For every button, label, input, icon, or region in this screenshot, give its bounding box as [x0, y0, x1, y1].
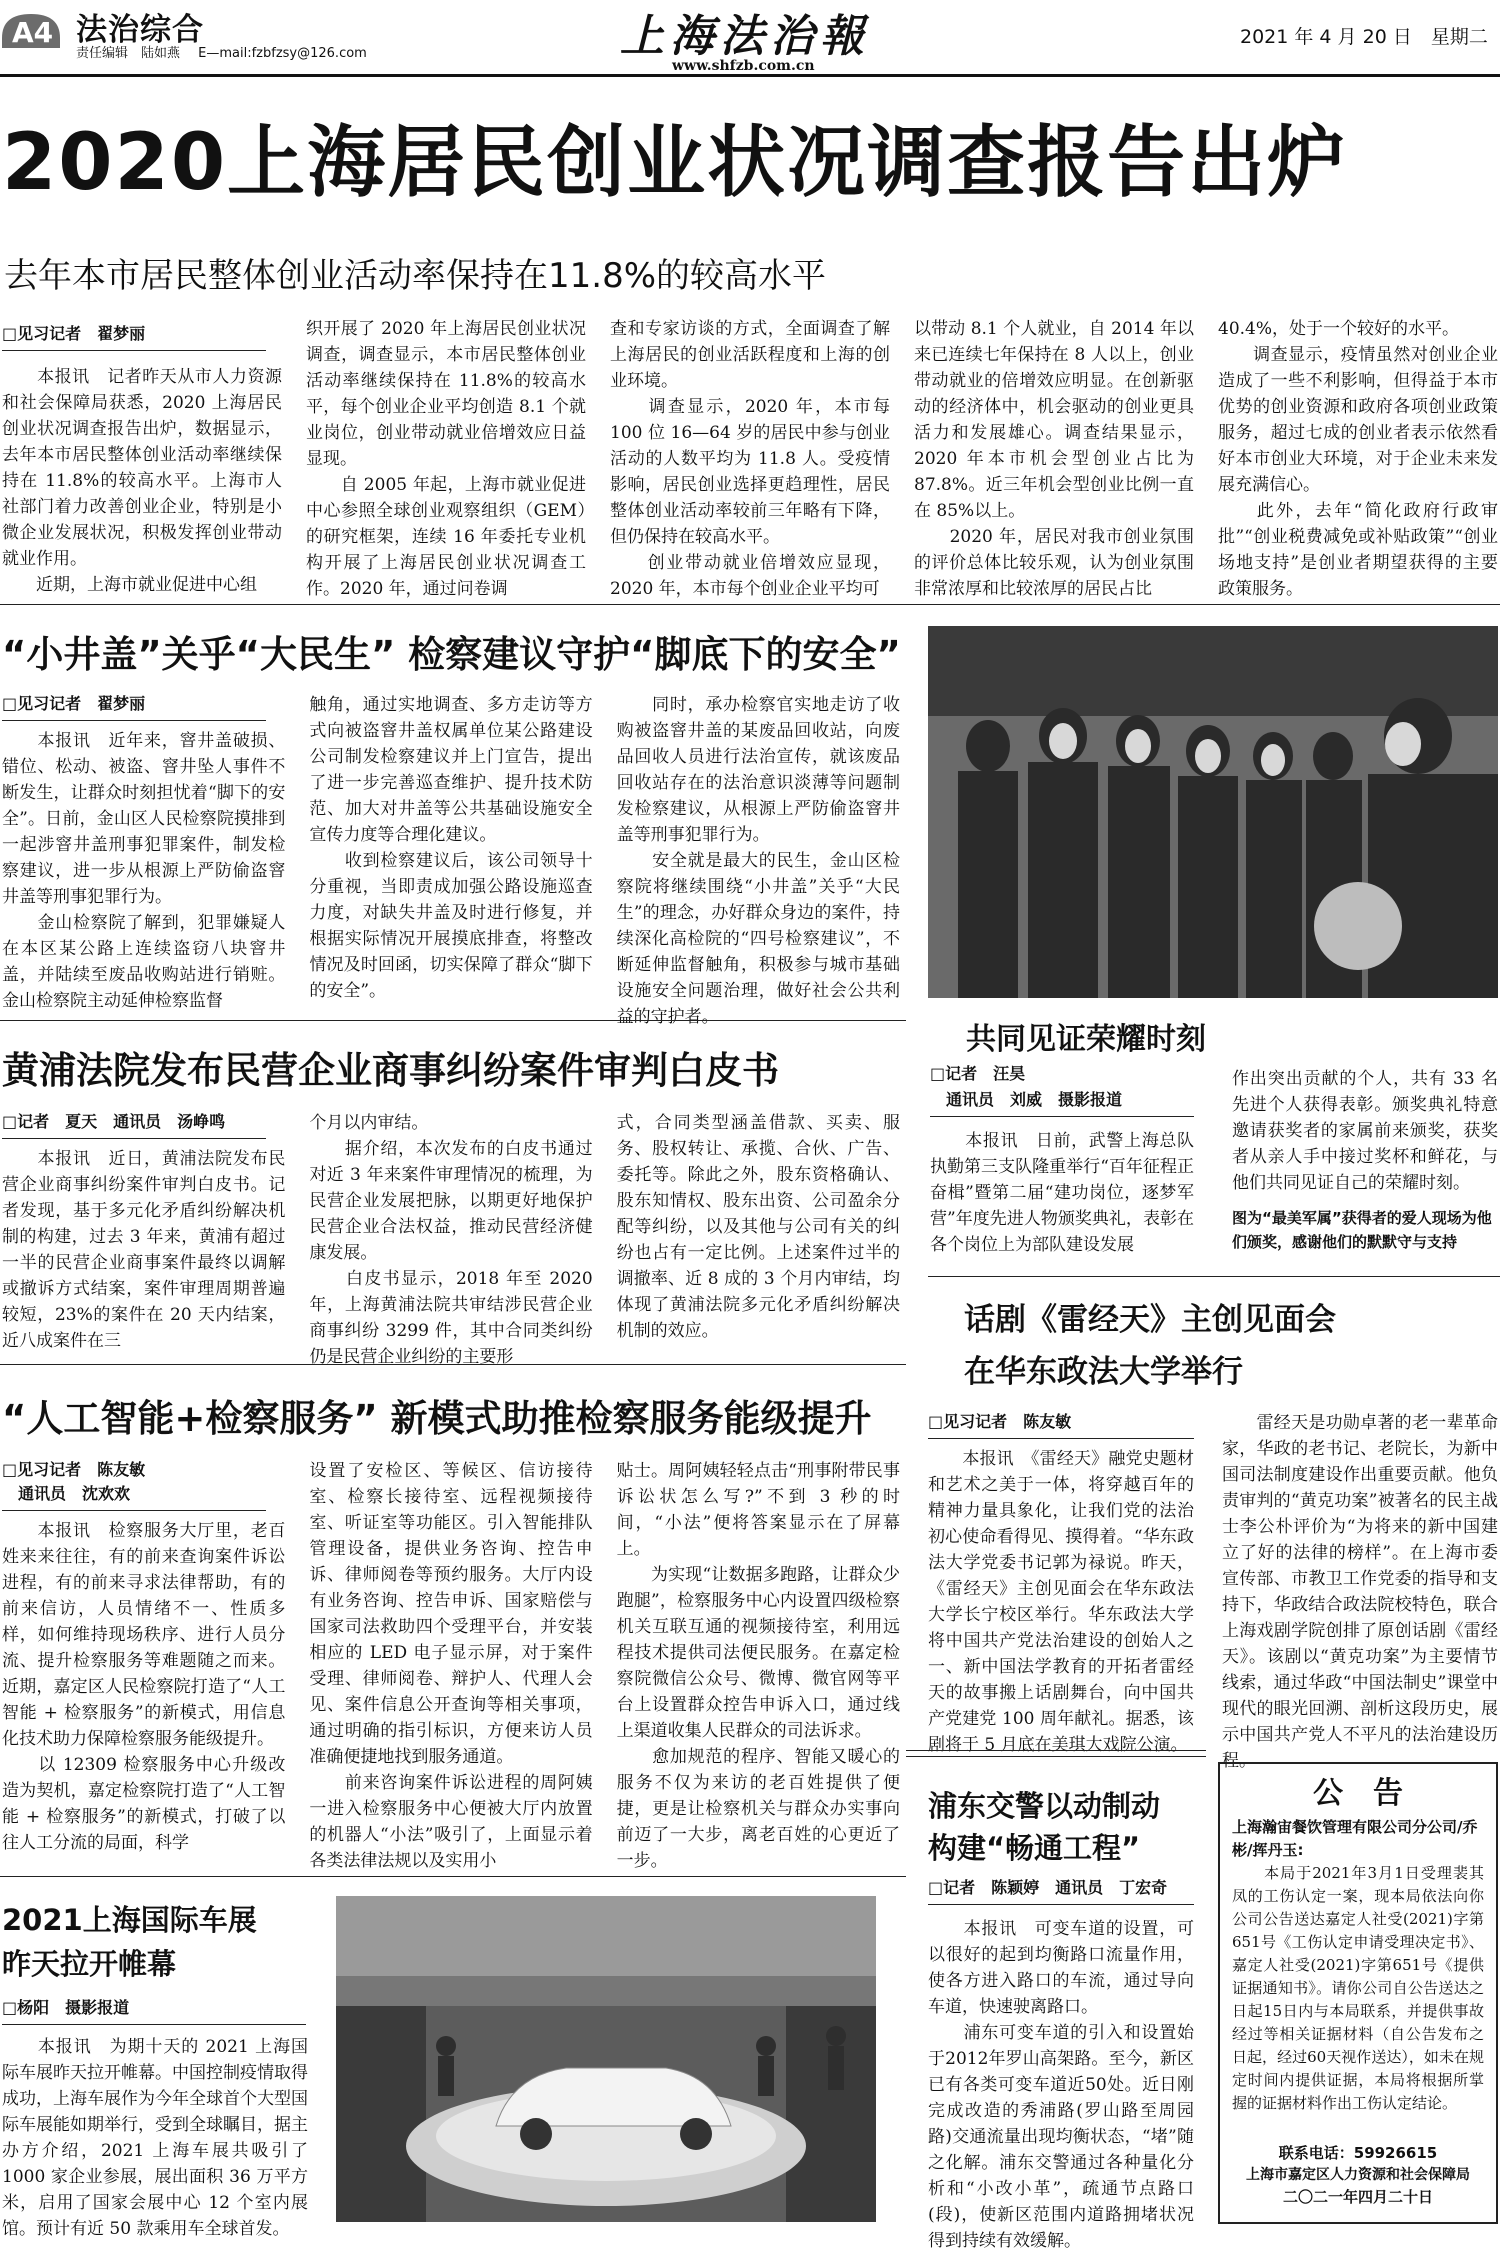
lead-byline-rule [2, 350, 266, 351]
auto-show-photo [336, 1896, 876, 2222]
lead-col-5: 40.4%，处于一个较好的水平。 调查显示，疫情虽然对创业企业造成了一些不利影响，但得益于本市优势的创业资源和政府各项创业政策服务，超过七成的创业者表示依然看好本市创业大环境，对于企业未来发展充满信心。 此外，去年“简化政府行政审批”“创业税费减免或补贴政策”“创业场地支持”是创业者期望获得的主要政策服务。 [1218, 319, 1498, 599]
lead-col-1: 本报讯 记者昨天从市人力资源和社会保障局获悉，2020 上海居民创业状况调查报告出炉，数据显示，去年本市居民整体创业活动率继续保持在 11.8%的较高水平。上海市人社部门着力改善创业企业，特别是小微企业发展状况，积极发挥创业带动就业作用。 近期，上海市就业促进中心组 [2, 367, 282, 595]
glory-byline-rule [930, 1116, 1194, 1117]
huangpu-col-2: 个月以内审结。 据介绍，本次发布的白皮书通过对近 3 年来案件审理情况的梳理，为民营企业发展把脉，以期更好地保护民营企业合法权益，推动民营经济健康发展。 白皮书显示，2018 年至 2020 年，上海黄浦法院共审结涉民营企业商事纠纷 3299 件，其中合同类纠纷仍是民营企业纠纷的主要形 [309, 1113, 593, 1367]
ai-byline-2: 通讯员 沈欢欢 [18, 1484, 131, 1503]
ai-col-1: 本报讯 检察服务大厅里，老百姓来来往往，有的前来查询案件诉讼进程，有的前来寻求法律帮助，有的前来信访，人员情绪不一、性质多样，如何维持现场秩序、进行人员分流、提升检察服务等难题随之而来。近期，嘉定区人民检察院打造了“人工智能 + 检察服务”的新模式，用信息化技术助力保障检察服务能级提升。 以 12309 检察服务中心升级改造为契机，嘉定检察院打造了“人工智能 + 检察服务”的新模式，打破了以往人工分流的局面，科学 [2, 1521, 286, 1853]
lead-bottom-rule [0, 604, 1500, 605]
glory-body: 本报讯 日前，武警上海总队执勤第三支队隆重举行“百年征程正奋楫”暨第二届“建功岗位，逐梦军营”年度先进人物颁奖典礼，表彰在各个岗位上为部队建设发展 [930, 1131, 1194, 1255]
page-number: A4 [12, 16, 54, 49]
drama-headline-1: 话剧《雷经天》主创见面会 [964, 1302, 1336, 1338]
drama-headline-2: 在华东政法大学举行 [964, 1354, 1243, 1390]
manhole-bottom-rule [0, 1020, 906, 1021]
notice-title: 公 告 [1313, 1776, 1403, 1811]
page-number-tab [0, 8, 62, 50]
auto-byline: □杨阳 摄影报道 [2, 1998, 130, 2017]
manhole-col-3: 同时，承办检察官实地走访了收购被盗窨井盖的某废品回收站，向废品回收人员进行法治宣传，就该废品回收站存在的法治意识淡薄等问题制发检察建议，从根源上严防偷盗窨井盖等刑事犯罪行为。 安全就是最大的民生，金山区检察院将继续围绕“小井盖”关乎“大民生”的理念，办好群众身边的案件，持续深化高检院的“四号检察建议”，不断延伸监督触角，积极参与城市基础设施安全问题治理，做好社会公共利益的守护者。 [616, 695, 900, 1027]
masthead-rule [0, 74, 1500, 77]
traffic-byline: □记者 陈颖婷 通讯员 丁宏奇 [928, 1878, 1168, 1897]
notice-addressee: 上海瀚宙餐饮管理有限公司分公司/乔彬/挥丹玉: [1232, 1818, 1478, 1859]
ai-bottom-rule [0, 1876, 906, 1877]
editor-line [76, 42, 367, 61]
paper-website: www.shfzb.com.cn [672, 58, 815, 74]
ai-col-2: 设置了安检区、等候区、信访接待室、检察长接待室、远程视频接待室、听证室等功能区。引入智能排队管理设备，提供业务咨询、控告申诉、律师阅卷等预约服务。大厅内设有业务咨询、控告申诉、国家赔偿与国家司法救助四个受理平台，并安装相应的 LED 电子显示屏，对于案件受理、律师阅卷、辩护人、代理人会见、案件信息公开查询等相关事项，通过明确的指引标识，方便来访人员准确便捷地找到服务通道。 前来咨询案件诉讼进程的周阿姨一进入检察服务中心便被大厅内放置的机器人“小法”吸引了，上面显示着各类法律法规以及实用小 [309, 1461, 593, 1871]
auto-body: 本报讯 为期十天的 2021 上海国际车展昨天拉开帷幕。中国控制疫情取得成功，上海车展作为今年全球首个大型国际车展能如期举行，受到全球瞩目，据主办方介绍，2021 上海车展共吸引了 1000 家企业参展，展出面积 36 万平方米，启用了国家会展中心 12 个室内展馆。预计有近 50 款乘用车全球首发。 [2, 2037, 308, 2239]
glory-caption: 图为“最美军属”获得者的爱人现场为他们颁奖，感谢他们的默默守与支持 [1232, 1209, 1492, 1251]
editor: 责任编辑 陆如燕 [76, 46, 181, 61]
manhole-byline-rule [2, 720, 266, 721]
ai-col-3: 贴士。周阿姨轻轻点击“刑事附带民事诉讼状怎么写?”不到 3 秒的时间，“小法”便将答案显示在了屏幕上。 为实现“让数据多跑路，让群众少跑腿”，检察服务中心内设置四级检察机关互联互通的视频接待室，利用远程技术提供司法便民服务。在嘉定检察院微信公众号、微博、微官网等平台上设置群众控告申诉入口，通过线上渠道收集人民群众的司法诉求。 愈加规范的程序、智能又暖心的服务不仅为来访的老百姓提供了便捷，更是让检察机关与群众办实事向前迈了一大步，离老百姓的心更近了一步。 [616, 1461, 900, 1871]
award-ceremony-photo [928, 626, 1498, 998]
issue-date: 2021 年 4 月 20 日 星期二 [1240, 26, 1488, 48]
glory-headline: 共同见证荣耀时刻 [966, 1022, 1206, 1057]
notice-phone: 联系电话：59926615 [1278, 2144, 1438, 2162]
paper-name: 上海法治報 [620, 11, 870, 62]
notice-date: 二〇二一年四月二十日 [1282, 2188, 1433, 2206]
traffic-byline-rule [928, 1904, 1194, 1905]
award-ceremony-image [928, 626, 1498, 998]
public-notice-box [1218, 1762, 1498, 2224]
traffic-top-rule [906, 1756, 1206, 1757]
ai-headline: “人工智能+检察服务” 新模式助推检察服务能级提升 [2, 1397, 872, 1440]
lead-col-4: 以带动 8.1 个人就业，自 2014 年以来已连续七年保持在 8 人以上，创业带动就业的倍增效应明显。在创新驱动的经济体中，机会驱动的创业更具活力和发展雄心。调查结果显示，2020 年本市机会型创业占比为 87.8%。近三年机会型创业比例一直在 85%以上。 2020 年，居民对我市创业氛围的评价总体比较乐观，认为创业氛围非常浓厚和比较浓厚的居民占比 [914, 319, 1194, 599]
notice-body: 本局于2021年3月1日受理裴其凤的工伤认定一案，现本局依法向你公司公告送达嘉定人社受(2021)字第651号《工伤认定申请受理决定书》、嘉定人社受(2021)字第651号《提供证据通知书》。请你公司自公告送达之日起15日内与本局联系，并提供事故经过等相关证据材料（自公告发布之日起，经过60天视作送达），如未在规定时间内提供证据，本局将根据所掌握的证据材料作出工伤认定结论。 [1232, 1864, 1484, 2112]
auto-byline-rule [2, 2024, 306, 2025]
traffic-body: 本报讯 可变车道的设置，可以很好的起到均衡路口流量作用，使各方进入路口的车流，通过导向车道，快速驶离路口。 浦东可变车道的引入和设置始于2012年罗山高架路。至今，新区已有各类可变车道近50处。近日刚完成改造的秀浦路(罗山路至周园路)交通流量出现均衡状态，“堵”随之化解。浦东交警通过各种量化分析和“小改小革”，疏通节点路口(段)，使新区范围内道路拥堵状况得到持续有效缓解。 [928, 1919, 1194, 2251]
glory-body-cont: 作出突出贡献的个人，共有 33 名先进个人获得表彰。颁奖典礼特意邀请获奖者的家属前来颁奖，获奖者从亲人手中接过奖杯和鲜花，与他们共同见证自己的荣耀时刻。 [1232, 1069, 1498, 1193]
huangpu-col-3: 式，合同类型涵盖借款、买卖、服务、股权转让、承揽、合伙、广告、委托等。除此之外，股东资格确认、股东知情权、股东出资、公司盈余分配等纠纷，以及其他与公司有关的纠纷也占有一定比例。上述案件过半的调撤率、近 8 成的 3 个月内审结，均体现了黄浦法院多元化矛盾纠纷解决机制的效应。 [616, 1113, 900, 1341]
manhole-byline: □见习记者 翟梦丽 [2, 694, 146, 713]
lead-headline: 2020上海居民创业状况调查报告出炉 [2, 118, 1348, 208]
auto-show-image [336, 1896, 876, 2222]
traffic-headline-2: 构建“畅通工程” [928, 1831, 1141, 1865]
huangpu-col-1: 本报讯 近日，黄浦法院发布民营企业商事纠纷案件审判白皮书。记者发现，基于多元化矛盾纠纷解决机制的构建，过去 3 年来，黄浦有超过一半的民营企业商事案件最终以调解或撤诉方式结案，案件审理周期普遍较短，23%的案件在 20 天内结案，近八成案件在三 [2, 1149, 286, 1351]
section-name: 法治综合 [76, 12, 204, 48]
glory-byline-1: □记者 汪昊 [930, 1064, 1026, 1083]
manhole-col-1: 本报讯 近年来，窨井盖破损、错位、松动、被盗、窨井坠人事件不断发生，让群众时刻担忧着“脚下的安全”。日前，金山区人民检察院摸排到一起涉窨井盖刑事犯罪案件，制发检察建议，进一步从根源上严防偷盗窨井盖等刑事犯罪行为。 金山检察院了解到，犯罪嫌疑人在本区某公路上连续盗窃八块窨井盖，并陆续至废品收购站进行销赃。金山检察院主动延伸检察监督 [2, 731, 286, 1011]
huangpu-byline-rule [2, 1138, 266, 1139]
notice-issuer: 上海市嘉定区人力资源和社会保障局 [1246, 2167, 1470, 2183]
glory-bottom-rule [928, 1276, 1500, 1277]
huangpu-byline: □记者 夏天 通讯员 汤峥鸣 [2, 1112, 226, 1131]
lead-byline: □见习记者 翟梦丽 [2, 324, 146, 343]
drama-byline-rule [928, 1438, 1194, 1439]
drama-byline: □见习记者 陈友敏 [928, 1412, 1072, 1431]
auto-headline-1: 2021上海国际车展 [2, 1903, 257, 1937]
drama-col-1: 本报讯 《雷经天》融党史题材和艺术之美于一体，将穿越百年的精神力量具象化，让我们党的法治初心使命看得见、摸得着。“华东政法大学党委书记郭为禄说。昨天，《雷经天》主创见面会在华东政法大学长宁校区举行。华东政法大学将中国共产党法治建设的创始人之一、新中国法学教育的开拓者雷经天的故事搬上话剧舞台，向中国共产党建党 100 周年献礼。据悉，该剧将于 5 月底在美琪大戏院公演。 [928, 1449, 1194, 1755]
auto-headline-2: 昨天拉开帷幕 [2, 1947, 177, 1981]
editor-email: E—mail:fzbfzsy@126.com [198, 46, 367, 61]
drama-col-2: 雷经天是功勋卓著的老一辈革命家，华政的老书记、老院长，为新中国司法制度建设作出重要贡献。他负责审判的“黄克功案”被著名的民主战士李公朴评价为“为将来的新中国建立了好的法律的榜样”。在上海市委宣传部、市教卫工作党委的指导和支持下，华政结合政法院校特色，联合上海戏剧学院创排了原创话剧《雷经天》。该剧以“黄克功案”为主要情节线索，通过华政“中国法制史”课堂中现代的眼光回溯、剖析这段历史，展示中国共产党人不平凡的法治建设历程。 [1222, 1413, 1498, 1771]
lead-col-3: 查和专家访谈的方式，全面调查了解上海居民的创业活跃程度和上海的创业环境。 调查显示，2020 年，本市每 100 位 16—64 岁的居民中参与创业活动的人数平均为 11.8 人。受疫情影响，居民创业选择更趋理性，居民整体创业活动率较前三年略有下降，但仍保持在较高水平。 创业带动就业倍增效应显现，2020 年，本市每个创业企业平均可 [610, 319, 890, 599]
huangpu-bottom-rule [0, 1364, 906, 1365]
lead-col-2: 织开展了 2020 年上海居民创业状况调查，调查显示，本市居民整体创业活动率继续保持在 11.8%的较高水平，每个创业企业平均创造 8.1 个就业岗位，创业带动就业倍增效应日益显现。 自 2005 年起，上海市就业促进中心参照全球创业观察组织（GEM）的研究框架，连续 16 年委托专业机构开展了上海居民创业状况调查工作。2020 年，通过问卷调 [306, 319, 586, 599]
lead-subheadline: 去年本市居民整体创业活动率保持在11.8%的较高水平 [4, 256, 827, 296]
drama-bottom-rule [906, 1750, 1206, 1751]
manhole-col-2: 触角，通过实地调查、多方走访等方式向被盗窨井盖权属单位某公路建设公司制发检察建议并上门宣告，提出了进一步完善巡查维护、提升技术防范、加大对井盖等公共基础设施安全宣传力度等合理化建议。 收到检察建议后，该公司领导十分重视，当即责成加强公路设施巡查力度，对缺失井盖及时进行修复，并根据实际情况开展摸底排查，将整改情况及时回函，切实保障了群众“脚下的安全”。 [309, 695, 593, 1001]
traffic-headline-1: 浦东交警以动制动 [928, 1789, 1161, 1823]
glory-byline-2: 通讯员 刘威 摄影报道 [946, 1090, 1123, 1109]
ai-byline-1: □见习记者 陈友敏 [2, 1460, 146, 1479]
ai-byline-rule [2, 1510, 266, 1511]
huangpu-headline: 黄浦法院发布民营企业商事纠纷案件审判白皮书 [2, 1049, 779, 1092]
manhole-headline: “小井盖”关乎“大民生” 检察建议守护“脚底下的安全” [2, 633, 901, 676]
